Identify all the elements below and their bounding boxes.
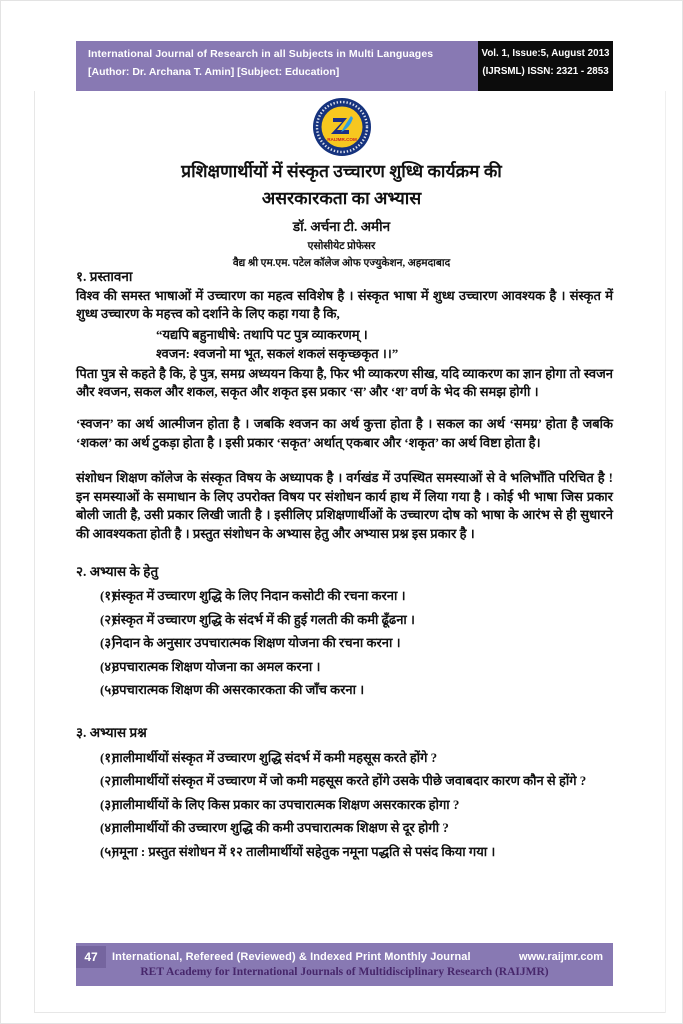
article-title-line2: असरकारकता का अभ्यास <box>261 188 422 208</box>
list-item <box>76 842 613 861</box>
author-affiliation: वैद्य श्री एम.एम. पटेल कॉलेज ओफ एज्युकेशन, अहमदाबाद <box>232 258 451 269</box>
sanskrit-quote <box>156 325 613 363</box>
paragraph: विश्व की समस्त भाषाओं में उच्चारण का महत्व सविशेष है । संस्कृत भाषा में शुध्ध उच्चारण आवश्यक है । संस्कृत में शुध्ध उच्चारण के महत्त्व को दर्शाने के लिए कहा गया है कि, <box>76 287 613 322</box>
footer-band <box>76 943 613 986</box>
quote-line1: “यद्यपि बहुनाधीषे: तथापि पट पुत्र व्याकरणम् । <box>156 326 368 342</box>
author-name: डॉ. अर्चना टी. अमीन <box>292 219 391 234</box>
list-item <box>76 586 613 605</box>
issn-number: (IJRSML) ISSN: 2321 - 2853 <box>482 66 609 77</box>
page-number: 47 <box>76 946 106 968</box>
page-edge-line <box>34 1012 666 1013</box>
list-item-text: तालीमार्थीयों संस्कृत में उच्चारण में जो कमी महसूस करते होंगे उसके पीछे जवाबदार कारण कौन से होंगे ? <box>112 773 587 789</box>
logo-label: RAIJMR.COM <box>326 137 357 142</box>
list-item-text: संस्कृत में उच्चारण शुद्धि के लिए निदान कसोटी की रचना करना । <box>112 588 406 604</box>
footer-academy-line: RET Academy for International Journals of Multidisciplinary Research (RAIJMR) <box>140 966 549 978</box>
list-item <box>76 818 613 837</box>
list-item-number: (४) <box>100 820 116 836</box>
list-item-number: (२) <box>100 611 116 627</box>
paragraph: संशोधन शिक्षण कॉलेज के संस्कृत विषय के अध्यापक है । वर्गखंड में उपस्थित समस्याओं से वे भलिभाँति परिचित है ! इन समस्याओं के समाधान के लिए उपरोक्त विषय पर संशोधन कार्य हाथ में लिया गया है । कोई भी भाषा जिस प्रकार बोली जाती है, उसी प्रकार लिखी जाती है । इसीलिए प्रशिक्षणार्थीओं के उच्चारण दोष को भाषा के आरंभ से ही सुधारने की आवश्यकता होती है । प्रस्तुत संशोधन के अभ्यास हेतु और अभ्यास प्रश्न इस प्रकार है । <box>76 470 613 541</box>
list-item-text: नमूना : प्रस्तुत संशोधन में १२ तालीमार्थीयों सहेतुक नमूना पद्धति से पसंद किया गया । <box>112 843 496 859</box>
article-body <box>76 268 613 861</box>
author-subject-line: [Author: Dr. Archana T. Amin] [Subject: Education] <box>88 66 340 78</box>
author-designation: एसोसीयेट प्रोफेसर <box>307 241 376 252</box>
section-2-heading: २. अभ्यास के हेतु <box>76 563 159 579</box>
list-item-number: (३) <box>100 796 116 812</box>
list-item-text: उपचारात्मक शिक्षण योजना का अमल करना । <box>112 658 321 674</box>
header-journal-info <box>76 41 478 91</box>
author-block <box>1 217 682 270</box>
journal-logo <box>1 96 682 158</box>
section-3-heading: ३. अभ्यास प्रश्न <box>76 725 147 741</box>
volume-issue: Vol. 1, Issue:5, August 2013 <box>481 48 610 59</box>
list-item-number: (५) <box>100 843 116 859</box>
list-item-text: संस्कृत में उच्चारण शुद्धि के संदर्भ में की हुई गलती की कमी ढूँढना । <box>112 611 415 627</box>
header-band <box>76 41 613 91</box>
questions-list <box>76 748 613 861</box>
header-issue-info <box>478 41 613 91</box>
list-item <box>76 610 613 629</box>
footer-journal-type: International, Refereed (Reviewed) & Indexed Print Monthly Journal <box>112 950 471 963</box>
list-item-text: उपचारात्मक शिक्षण की असरकारकता की जाँच करना । <box>112 682 365 698</box>
list-item-text: तालीमार्थीयों की उच्चारण शुद्धि की कमी उपचारात्मक शिक्षण से दूर होगी ? <box>112 820 449 836</box>
list-item <box>76 771 613 790</box>
article-title-line1: प्रशिक्षणार्थीयों में संस्कृत उच्चारण शुध्धि कार्यक्रम की <box>181 161 502 181</box>
list-item-number: (३) <box>100 635 116 651</box>
list-item <box>76 680 613 699</box>
section-1-heading: १. प्रस्तावना <box>76 269 133 284</box>
list-item <box>76 748 613 767</box>
list-item-number: (२) <box>100 773 116 789</box>
list-item-text: तालीमार्थीयों के लिए किस प्रकार का उपचारात्मक शिक्षण असरकारक होगा ? <box>112 796 460 812</box>
footer-website: www.raijmr.com <box>519 950 603 963</box>
list-item <box>76 633 613 652</box>
list-item-text: निदान के अनुसार उपचारात्मक शिक्षण योजना की रचना करना । <box>112 635 401 651</box>
list-item-number: (४) <box>100 658 116 674</box>
paragraph: ‘स्वजन’ का अर्थ आत्मीजन होता है । जबकि श्वजन का अर्थ कुत्ता होता है । सकल का अर्थ ‘समग्र’ होता है जबकि ‘शकल’ का अर्थ टुकड़ा होता है । इसी प्रकार ‘सकृत’ अर्थात् एकबार और ‘शकृत’ का अर्थ विष्टा होता है। <box>76 415 613 450</box>
list-item <box>76 795 613 814</box>
list-item-number: (१) <box>100 588 116 604</box>
quote-line2: श्वजन: श्वजनो मा भूत, सकलं शकलं सकृच्छकृत ।।” <box>156 345 399 361</box>
journal-title: International Journal of Research in all Subjects in Multi Languages <box>88 48 434 60</box>
list-item-number: (१) <box>100 749 116 765</box>
article-title <box>1 158 682 212</box>
paragraph: पिता पुत्र से कहते है कि, हे पुत्र, समग्र अध्ययन किया है, फिर भी व्याकरण सीख, यदि व्याकरण का ज्ञान होगा तो स्वजन और श्वजन, सकल और शकल, सकृत और शकृत इस प्रकार ‘स’ और ‘श’ वर्ण के भेद की समझ होगी । <box>76 365 613 400</box>
raijmr-seal-icon <box>311 96 373 158</box>
objectives-list <box>76 586 613 699</box>
list-item <box>76 657 613 676</box>
list-item-text: तालीमार्थीयों संस्कृत में उच्चारण शुद्धि संदर्भ में कमी महसूस करते होंगे ? <box>112 749 438 765</box>
list-item-number: (५) <box>100 682 116 698</box>
